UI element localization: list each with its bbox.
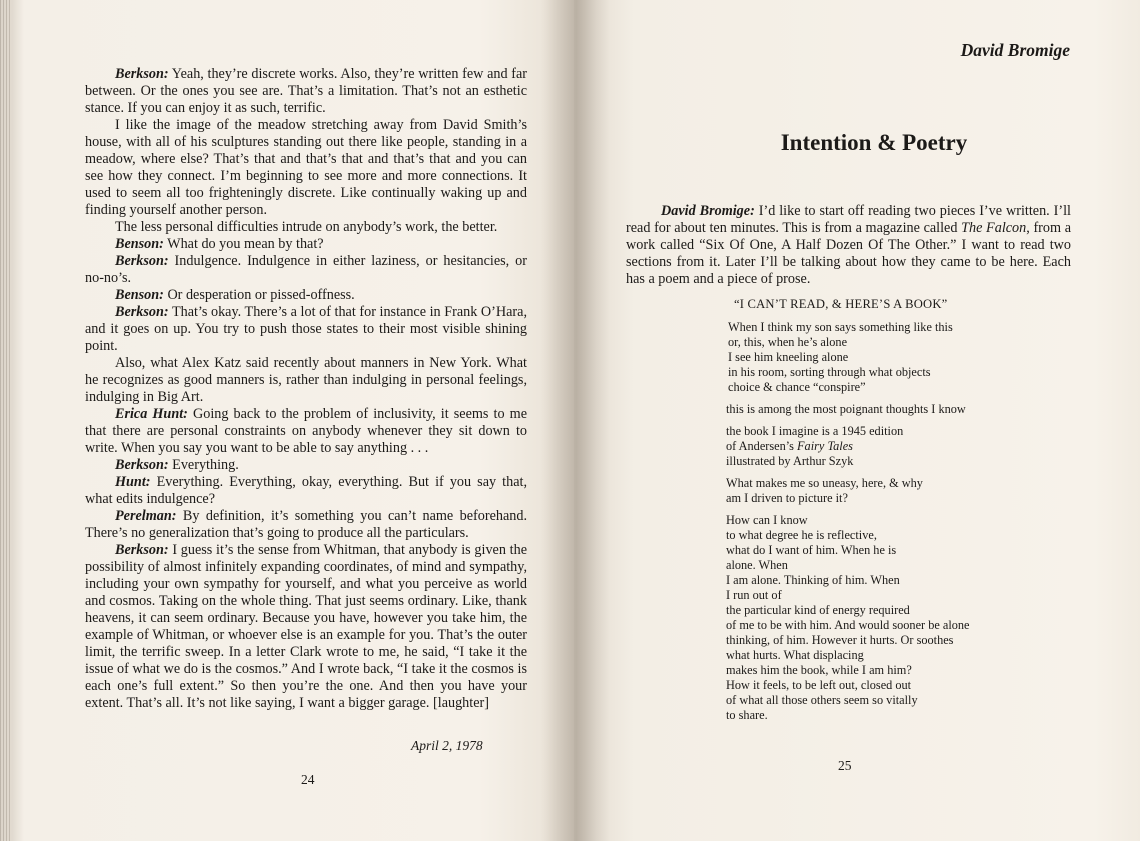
poem-line: what hurts. What displacing xyxy=(726,648,864,662)
poem-line: illustrated by Arthur Szyk xyxy=(726,454,854,468)
poem-line: the book I imagine is a 1945 edition xyxy=(726,424,904,438)
speaker-label: Berkson: xyxy=(115,253,169,269)
paragraph-text: That’s okay. There’s a lot of that for instance in Frank O’Hara, and it goes on up. You try to push those states to their most visible shining point. xyxy=(85,304,527,354)
chapter-title: Intention & Poetry xyxy=(780,130,968,155)
poem-line: How it feels, to be left out, closed out xyxy=(726,678,912,692)
speaker-label: Berkson: xyxy=(115,304,169,320)
paragraph-text: By definition, it’s something you can’t name beforehand. There’s no generalization that’s going to produce all the particulars. xyxy=(85,508,527,541)
paragraph-text: Indulgence. Indulgence in either laziness, or hesitancies, or no-no’s. xyxy=(85,253,527,286)
speaker-label: David Bromige: xyxy=(661,203,755,219)
poem-stanza xyxy=(726,402,1046,417)
speaker-label: Perelman: xyxy=(115,508,177,524)
poem-line: am I driven to picture it? xyxy=(726,491,848,505)
right-page xyxy=(574,0,1140,841)
paragraph-text: Also, what Alex Katz said recently about manners in New York. What he recognizes as good manners is, rather than indulging in personal feelings, indulging in Big Art. xyxy=(85,355,527,405)
poem xyxy=(726,320,1046,730)
poem-line: alone. When xyxy=(726,558,788,572)
poem-line: to what degree he is reflective, xyxy=(726,528,877,542)
paragraph-text: Everything. xyxy=(168,457,239,473)
poem-stanza xyxy=(726,476,1046,506)
speaker-label: Berkson: xyxy=(115,542,169,558)
paragraph xyxy=(85,474,527,508)
speaker-label: Erica Hunt: xyxy=(115,406,188,422)
poem-line: I am alone. Thinking of him. When xyxy=(726,573,900,587)
poem-line: the particular kind of energy required xyxy=(726,603,910,617)
paragraph xyxy=(85,219,527,236)
speaker-label: Berkson: xyxy=(115,66,169,82)
poem-line: in his room, sorting through what objects xyxy=(728,365,931,379)
poem-line: of what all those others seem so vitally xyxy=(726,693,918,707)
speaker-label: Benson: xyxy=(115,287,164,303)
paragraph xyxy=(85,117,527,219)
paragraph-text: Or desperation or pissed-offness. xyxy=(163,287,355,303)
poem-stanza xyxy=(726,513,1046,723)
speaker-label: Benson: xyxy=(115,236,164,252)
poem-title: “I CAN’T READ, & HERE’S A BOOK” xyxy=(734,297,948,311)
paragraph xyxy=(85,406,527,457)
paragraph-text: Yeah, they’re discrete works. Also, they’re written few and far between. Or the ones you see are. That’s a limitation. That’s not an esthetic stance. If you can enjoy it as such, terrific. xyxy=(85,66,527,116)
dateline: April 2, 1978 xyxy=(411,738,483,753)
poem-line: I run out of xyxy=(726,588,782,602)
poem-stanza xyxy=(728,320,1046,395)
paragraph xyxy=(85,253,527,287)
poem-line: to share. xyxy=(726,708,768,722)
intro-text: , from a work called “Six Of One, A Half Dozen Of The Other.” I want to read two sections from it. Later I’ll be talking about how they came to be here. Each has a poem and a piece of prose. xyxy=(626,220,1071,288)
magazine-title: The Falcon xyxy=(961,220,1027,237)
intro-paragraph xyxy=(626,203,1071,288)
poem-line: I see him kneeling alone xyxy=(728,350,849,364)
page-number: 24 xyxy=(301,772,315,787)
page-edge-lines xyxy=(0,0,12,841)
intro-text: I’d like to start off reading two pieces I’ve written. I’ll read for about ten minutes. This is from a magazine called xyxy=(626,203,1071,237)
poem-line: When I think my son says something like this xyxy=(728,320,953,334)
paragraph xyxy=(85,66,527,117)
paragraph xyxy=(85,508,527,542)
paragraph-text: The less personal difficulties intrude on anybody’s work, the better. xyxy=(115,219,498,235)
paragraph-text: What do you mean by that? xyxy=(163,236,324,252)
paragraph-text: I like the image of the meadow stretching away from David Smith’s house, with all of his sculptures standing out there like people, standing in a meadow, where else? That’s that and that’s that and that’s that and you can see how they connect. I’m beginning to see more and more connections. It used to seem all too frighteningly discrete. Like continually waking up and finding yourself another person. xyxy=(85,117,527,218)
paragraph xyxy=(85,304,527,355)
poem-line: How can I know xyxy=(726,513,808,527)
poem-line: What makes me so uneasy, here, & why xyxy=(726,476,923,490)
poem-stanza xyxy=(726,424,1046,469)
paragraph xyxy=(85,355,527,406)
poem-line: choice & chance “conspire” xyxy=(728,380,866,394)
paragraph xyxy=(85,236,527,253)
speaker-label: Berkson: xyxy=(115,457,169,473)
paragraph-text: I guess it’s the sense from Whitman, that anybody is given the possibility of almost infinitely expanding coordinates, of mind and sympathy, including your own sympathy for yourself, and what you perceive as world and cosmos. Taking on the whole thing. That just seems ordinary. Like, thank heavens, it can seem ordinary. Because you have, however you take him, the example of Whitman, or whoever else is an example for you. That’s the outer limit, the terrific sweep. In a letter Clark wrote to me, he said, “I take it the issue of what we do is the cosmos.” And I wrote back, “I take it the cosmos is each one’s full extent.” So then you’re the one. And then you have your extent. That’s all. It’s not like saying, I want a bigger garage. [laughter] xyxy=(85,542,527,711)
paragraph xyxy=(85,542,527,712)
poem-line xyxy=(726,439,1046,454)
running-head: David Bromige xyxy=(960,40,1070,60)
poem-line: of me to be with him. And would sooner be alone xyxy=(726,618,970,632)
left-body-text xyxy=(85,66,527,712)
paragraph xyxy=(85,457,527,474)
page-number: 25 xyxy=(838,758,852,773)
poem-line: what do I want of him. When he is xyxy=(726,543,897,557)
poem-line: this is among the most poignant thoughts I know xyxy=(726,402,966,416)
paragraph-text: Everything. Everything, okay, everything. But if you say that, what edits indulgence? xyxy=(85,474,527,507)
paragraph xyxy=(85,287,527,304)
poem-line: thinking, of him. However it hurts. Or soothes xyxy=(726,633,954,647)
speaker-label: Hunt: xyxy=(115,474,151,490)
book-title: Fairy Tales xyxy=(797,439,853,453)
poem-line: makes him the book, while I am him? xyxy=(726,663,912,677)
poem-line-text: of Andersen’s xyxy=(726,439,798,453)
poem-line: or, this, when he’s alone xyxy=(728,335,848,349)
paragraph-text: Going back to the problem of inclusivity, it seems to me that there are personal constraints on anybody whenever they sit down to write. When you say you want to be able to say anything . . . xyxy=(85,406,527,456)
